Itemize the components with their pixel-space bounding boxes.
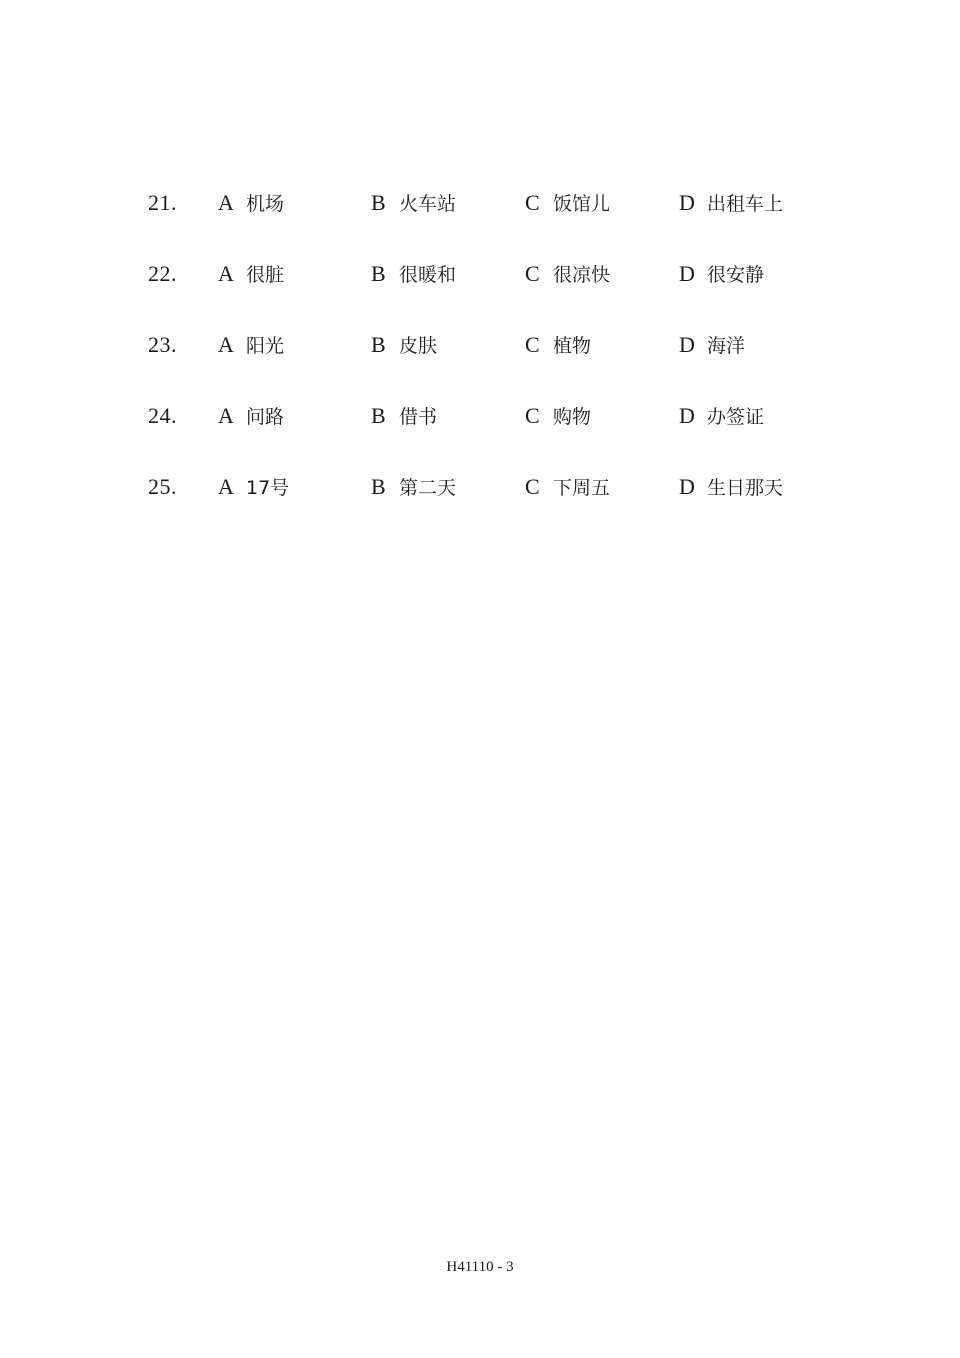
option-c	[525, 255, 610, 295]
option-text: 海洋	[707, 335, 746, 357]
option-letter: A	[218, 190, 234, 215]
option-b	[371, 468, 456, 508]
option-a	[218, 184, 284, 224]
option-text: 很脏	[246, 264, 285, 286]
option-text: 第二天	[399, 477, 457, 499]
question-row	[148, 468, 828, 539]
option-d	[679, 255, 764, 295]
option-d	[679, 397, 764, 437]
question-list	[148, 184, 828, 539]
option-text: 出租车上	[707, 193, 784, 215]
option-text: 很安静	[707, 264, 765, 286]
option-text: 17号	[246, 477, 290, 499]
option-b	[371, 255, 456, 295]
option-letter: B	[371, 474, 386, 499]
option-text: 很凉快	[553, 264, 611, 286]
option-d	[679, 326, 745, 366]
option-letter: C	[525, 403, 540, 428]
question-number: 22.	[148, 261, 177, 286]
option-letter: A	[218, 261, 234, 286]
option-d	[679, 184, 783, 224]
question-number: 23.	[148, 332, 177, 357]
option-letter: A	[218, 403, 234, 428]
option-letter: C	[525, 261, 540, 286]
option-d	[679, 468, 783, 508]
option-a	[218, 468, 289, 508]
question-number: 25.	[148, 474, 177, 499]
option-text: 植物	[553, 335, 592, 357]
option-letter: D	[679, 190, 695, 215]
option-a	[218, 255, 284, 295]
option-a	[218, 397, 284, 437]
option-text: 办签证	[707, 406, 765, 428]
option-c	[525, 397, 591, 437]
option-text: 火车站	[399, 193, 457, 215]
option-text: 下周五	[553, 477, 611, 499]
option-letter: C	[525, 332, 540, 357]
option-letter: D	[679, 332, 695, 357]
option-c	[525, 326, 591, 366]
question-row	[148, 255, 828, 326]
question-row	[148, 397, 828, 468]
page-footer	[0, 1259, 960, 1276]
option-text: 很暖和	[399, 264, 457, 286]
question-row	[148, 326, 828, 397]
option-a	[218, 326, 284, 366]
option-letter: B	[371, 190, 386, 215]
page-number-label: H41110 - 3	[446, 1259, 514, 1275]
option-text: 机场	[246, 193, 285, 215]
question-number: 21.	[148, 190, 177, 215]
question-row	[148, 184, 828, 255]
option-letter: C	[525, 474, 540, 499]
option-text: 皮肤	[399, 335, 438, 357]
option-letter: B	[371, 403, 386, 428]
question-number: 24.	[148, 403, 177, 428]
option-letter: B	[371, 332, 386, 357]
option-letter: D	[679, 403, 695, 428]
option-letter: B	[371, 261, 386, 286]
option-b	[371, 397, 437, 437]
option-b	[371, 184, 456, 224]
option-text: 阳光	[246, 335, 285, 357]
option-letter: A	[218, 474, 234, 499]
option-text: 借书	[399, 406, 438, 428]
option-text: 购物	[553, 406, 592, 428]
option-c	[525, 468, 610, 508]
option-letter: D	[679, 474, 695, 499]
option-letter: C	[525, 190, 540, 215]
option-c	[525, 184, 610, 224]
option-text: 问路	[246, 406, 285, 428]
option-text: 生日那天	[707, 477, 784, 499]
option-b	[371, 326, 437, 366]
option-letter: A	[218, 332, 234, 357]
option-letter: D	[679, 261, 695, 286]
option-text: 饭馆儿	[553, 193, 611, 215]
